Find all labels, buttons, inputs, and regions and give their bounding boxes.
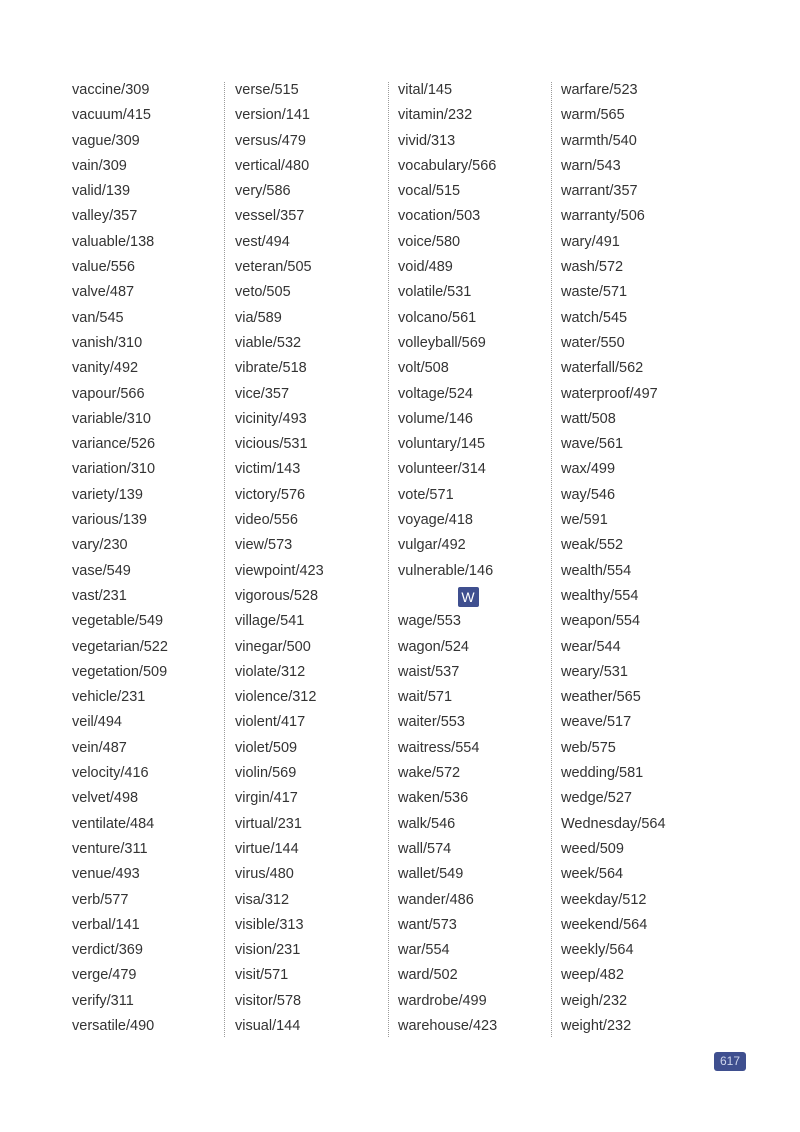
index-entry: waste/571 bbox=[561, 284, 628, 301]
index-entry: wardrobe/499 bbox=[398, 992, 487, 1009]
index-entry: verify/311 bbox=[72, 992, 134, 1009]
index-entry: wear/544 bbox=[561, 638, 621, 655]
index-entry: wedge/527 bbox=[561, 790, 632, 807]
index-entry: wait/571 bbox=[398, 689, 453, 706]
index-entry: victory/576 bbox=[235, 486, 306, 503]
index-entry: various/139 bbox=[72, 512, 147, 529]
index-entry: water/550 bbox=[561, 334, 625, 351]
index-entry: versatile/490 bbox=[72, 1017, 155, 1034]
index-entry: vocabulary/566 bbox=[398, 157, 497, 174]
index-entry: vest/494 bbox=[235, 233, 290, 250]
index-entry: velvet/498 bbox=[72, 790, 139, 807]
index-entry: vegetarian/522 bbox=[72, 638, 168, 655]
index-entry: warmth/540 bbox=[561, 132, 637, 149]
index-entry: voice/580 bbox=[398, 233, 461, 250]
index-entry: voyage/418 bbox=[398, 512, 473, 529]
index-column-2 bbox=[235, 78, 385, 1039]
section-letter-row bbox=[398, 584, 538, 609]
index-entry: waterfall/562 bbox=[561, 360, 644, 377]
section-letter-badge: W bbox=[458, 587, 479, 607]
index-entry: verge/479 bbox=[72, 967, 137, 984]
index-entry: vision/231 bbox=[235, 942, 301, 959]
index-entry: waitress/554 bbox=[398, 739, 480, 756]
index-column-4 bbox=[561, 78, 711, 1039]
page-number: 617 bbox=[714, 1052, 746, 1071]
index-entry: vehicle/231 bbox=[72, 689, 146, 706]
index-entry: way/546 bbox=[561, 486, 616, 503]
index-entry: void/489 bbox=[398, 259, 453, 276]
index-entry: visa/312 bbox=[235, 891, 290, 908]
index-entry: wax/499 bbox=[561, 461, 616, 478]
index-entry: vice/357 bbox=[235, 385, 290, 402]
index-entry: verdict/369 bbox=[72, 942, 143, 959]
index-entry: weekend/564 bbox=[561, 916, 648, 933]
index-entry: violate/312 bbox=[235, 663, 306, 680]
index-entry: vaccine/309 bbox=[72, 82, 150, 98]
index-entry: vibrate/518 bbox=[235, 360, 307, 377]
index-entry: versus/479 bbox=[235, 132, 306, 149]
index-entry: week/564 bbox=[561, 866, 624, 883]
index-entry: vegetation/509 bbox=[72, 663, 168, 680]
index-entry: watch/545 bbox=[561, 309, 628, 326]
index-entry: variation/310 bbox=[72, 461, 156, 478]
index-entry: very/586 bbox=[235, 183, 291, 200]
index-entry: virus/480 bbox=[235, 866, 294, 883]
index-entry: valuable/138 bbox=[72, 233, 155, 250]
index-entry: wary/491 bbox=[561, 233, 620, 250]
index-entry: village/541 bbox=[235, 613, 305, 630]
index-entry: violin/569 bbox=[235, 765, 297, 782]
index-entry: violent/417 bbox=[235, 714, 306, 731]
index-entry: weigh/232 bbox=[561, 992, 628, 1009]
index-entry: wealthy/554 bbox=[561, 587, 639, 604]
index-entry: warm/565 bbox=[561, 107, 625, 124]
index-entry: vicinity/493 bbox=[235, 410, 307, 427]
index-entry: warn/543 bbox=[561, 157, 621, 174]
index-entry: via/589 bbox=[235, 309, 282, 326]
index-entry: volatile/531 bbox=[398, 284, 472, 301]
index-entry: veteran/505 bbox=[235, 259, 312, 276]
index-entry: Wednesday/564 bbox=[561, 815, 666, 832]
index-entry: weed/509 bbox=[561, 840, 624, 857]
index-entry: wave/561 bbox=[561, 436, 624, 453]
index-entry: vinegar/500 bbox=[235, 638, 311, 655]
index-entry: voluntary/145 bbox=[398, 436, 486, 453]
index-entry: vanish/310 bbox=[72, 334, 143, 351]
index-entry: variety/139 bbox=[72, 486, 143, 503]
index-entry: virtue/144 bbox=[235, 840, 299, 857]
index-entry: volt/508 bbox=[398, 360, 449, 377]
index-entry: vivid/313 bbox=[398, 132, 456, 149]
index-entry: valid/139 bbox=[72, 183, 131, 200]
index-entry: veto/505 bbox=[235, 284, 291, 301]
index-entry: warehouse/423 bbox=[398, 1017, 498, 1034]
index-entry: veil/494 bbox=[72, 714, 122, 731]
index-entry: vicious/531 bbox=[235, 436, 308, 453]
index-entry: weekly/564 bbox=[561, 942, 634, 959]
index-entry: vain/309 bbox=[72, 157, 127, 174]
index-entry: vast/231 bbox=[72, 587, 127, 604]
index-entry: ward/502 bbox=[398, 967, 458, 984]
index-entry: velocity/416 bbox=[72, 765, 149, 782]
index-entry: wake/572 bbox=[398, 765, 461, 782]
index-entry: vacuum/415 bbox=[72, 107, 151, 124]
index-entry: variance/526 bbox=[72, 436, 156, 453]
column-divider bbox=[551, 82, 552, 1037]
index-entry: weekday/512 bbox=[561, 891, 647, 908]
index-entry: vein/487 bbox=[72, 739, 127, 756]
index-entry: waiter/553 bbox=[398, 714, 465, 731]
column-divider bbox=[388, 82, 389, 1037]
index-entry: volcano/561 bbox=[398, 309, 477, 326]
index-entry: vapour/566 bbox=[72, 385, 145, 402]
index-column-1 bbox=[72, 78, 222, 1039]
index-entry: vanity/492 bbox=[72, 360, 139, 377]
index-entry: weight/232 bbox=[561, 1017, 632, 1034]
index-entry: waken/536 bbox=[398, 790, 469, 807]
index-entry: wealth/554 bbox=[561, 562, 632, 579]
index-entry: vessel/357 bbox=[235, 208, 305, 225]
index-entry: wagon/524 bbox=[398, 638, 469, 655]
index-entry: viewpoint/423 bbox=[235, 562, 324, 579]
index-entry: warfare/523 bbox=[561, 82, 638, 98]
index-entry: virtual/231 bbox=[235, 815, 302, 832]
index-entry: weep/482 bbox=[561, 967, 624, 984]
index-entry: verse/515 bbox=[235, 82, 299, 98]
index-entry: wallet/549 bbox=[398, 866, 464, 883]
index-entry: weak/552 bbox=[561, 537, 624, 554]
index-entry: violet/509 bbox=[235, 739, 298, 756]
index-entry: weapon/554 bbox=[561, 613, 641, 630]
index-entry: verbal/141 bbox=[72, 916, 140, 933]
index-entry: wash/572 bbox=[561, 259, 624, 276]
index-entry: vary/230 bbox=[72, 537, 128, 554]
index-column-3 bbox=[398, 78, 548, 1039]
index-entry: vegetable/549 bbox=[72, 613, 164, 630]
index-entry: victim/143 bbox=[235, 461, 301, 478]
index-entry: warranty/506 bbox=[561, 208, 645, 225]
index-entry: visit/571 bbox=[235, 967, 289, 984]
index-entry: volume/146 bbox=[398, 410, 473, 427]
index-entry: view/573 bbox=[235, 537, 293, 554]
index-entry: venture/311 bbox=[72, 840, 148, 857]
index-entry: vote/571 bbox=[398, 486, 454, 503]
index-entry: warrant/357 bbox=[561, 183, 638, 200]
index-entry: verb/577 bbox=[72, 891, 129, 908]
index-entry: want/573 bbox=[398, 916, 457, 933]
index-entry: volunteer/314 bbox=[398, 461, 486, 478]
index-entry: valley/357 bbox=[72, 208, 138, 225]
index-entry: war/554 bbox=[398, 942, 450, 959]
index-entry: web/575 bbox=[561, 739, 616, 756]
index-entry: variable/310 bbox=[72, 410, 151, 427]
index-entry: valve/487 bbox=[72, 284, 135, 301]
index-entry: we/591 bbox=[561, 512, 608, 529]
index-entry: venue/493 bbox=[72, 866, 140, 883]
index-entry: wage/553 bbox=[398, 613, 461, 630]
index-entry: viable/532 bbox=[235, 334, 302, 351]
index-entry: watt/508 bbox=[561, 410, 616, 427]
index-entry: virgin/417 bbox=[235, 790, 298, 807]
index-entry: visible/313 bbox=[235, 916, 304, 933]
index-entry: violence/312 bbox=[235, 689, 317, 706]
index-entry: value/556 bbox=[72, 259, 135, 276]
index-entry: wedding/581 bbox=[561, 765, 644, 782]
index-entry: vertical/480 bbox=[235, 157, 310, 174]
index-entry: weather/565 bbox=[561, 689, 641, 706]
index-entry: ventilate/484 bbox=[72, 815, 155, 832]
index-entry: wander/486 bbox=[398, 891, 474, 908]
index-entry: vigorous/528 bbox=[235, 587, 319, 604]
index-entry: volleyball/569 bbox=[398, 334, 486, 351]
index-entry: weave/517 bbox=[561, 714, 632, 731]
column-divider bbox=[224, 82, 225, 1037]
index-entry: walk/546 bbox=[398, 815, 456, 832]
index-entry: vocal/515 bbox=[398, 183, 461, 200]
index-entry: wall/574 bbox=[398, 840, 452, 857]
index-entry: vulgar/492 bbox=[398, 537, 466, 554]
index-entry: vocation/503 bbox=[398, 208, 481, 225]
index-entry: video/556 bbox=[235, 512, 298, 529]
index-entry: weary/531 bbox=[561, 663, 628, 680]
index-entry: vitamin/232 bbox=[398, 107, 473, 124]
index-entry: vulnerable/146 bbox=[398, 562, 494, 579]
index-entry: van/545 bbox=[72, 309, 124, 326]
index-entry: vase/549 bbox=[72, 562, 131, 579]
index-entry: visual/144 bbox=[235, 1017, 301, 1034]
index-entry: version/141 bbox=[235, 107, 310, 124]
index-entry: vital/145 bbox=[398, 82, 453, 98]
index-entry: visitor/578 bbox=[235, 992, 302, 1009]
index-entry: waterproof/497 bbox=[561, 385, 658, 402]
index-entry: waist/537 bbox=[398, 663, 460, 680]
index-entry: voltage/524 bbox=[398, 385, 473, 402]
index-entry: vague/309 bbox=[72, 132, 140, 149]
